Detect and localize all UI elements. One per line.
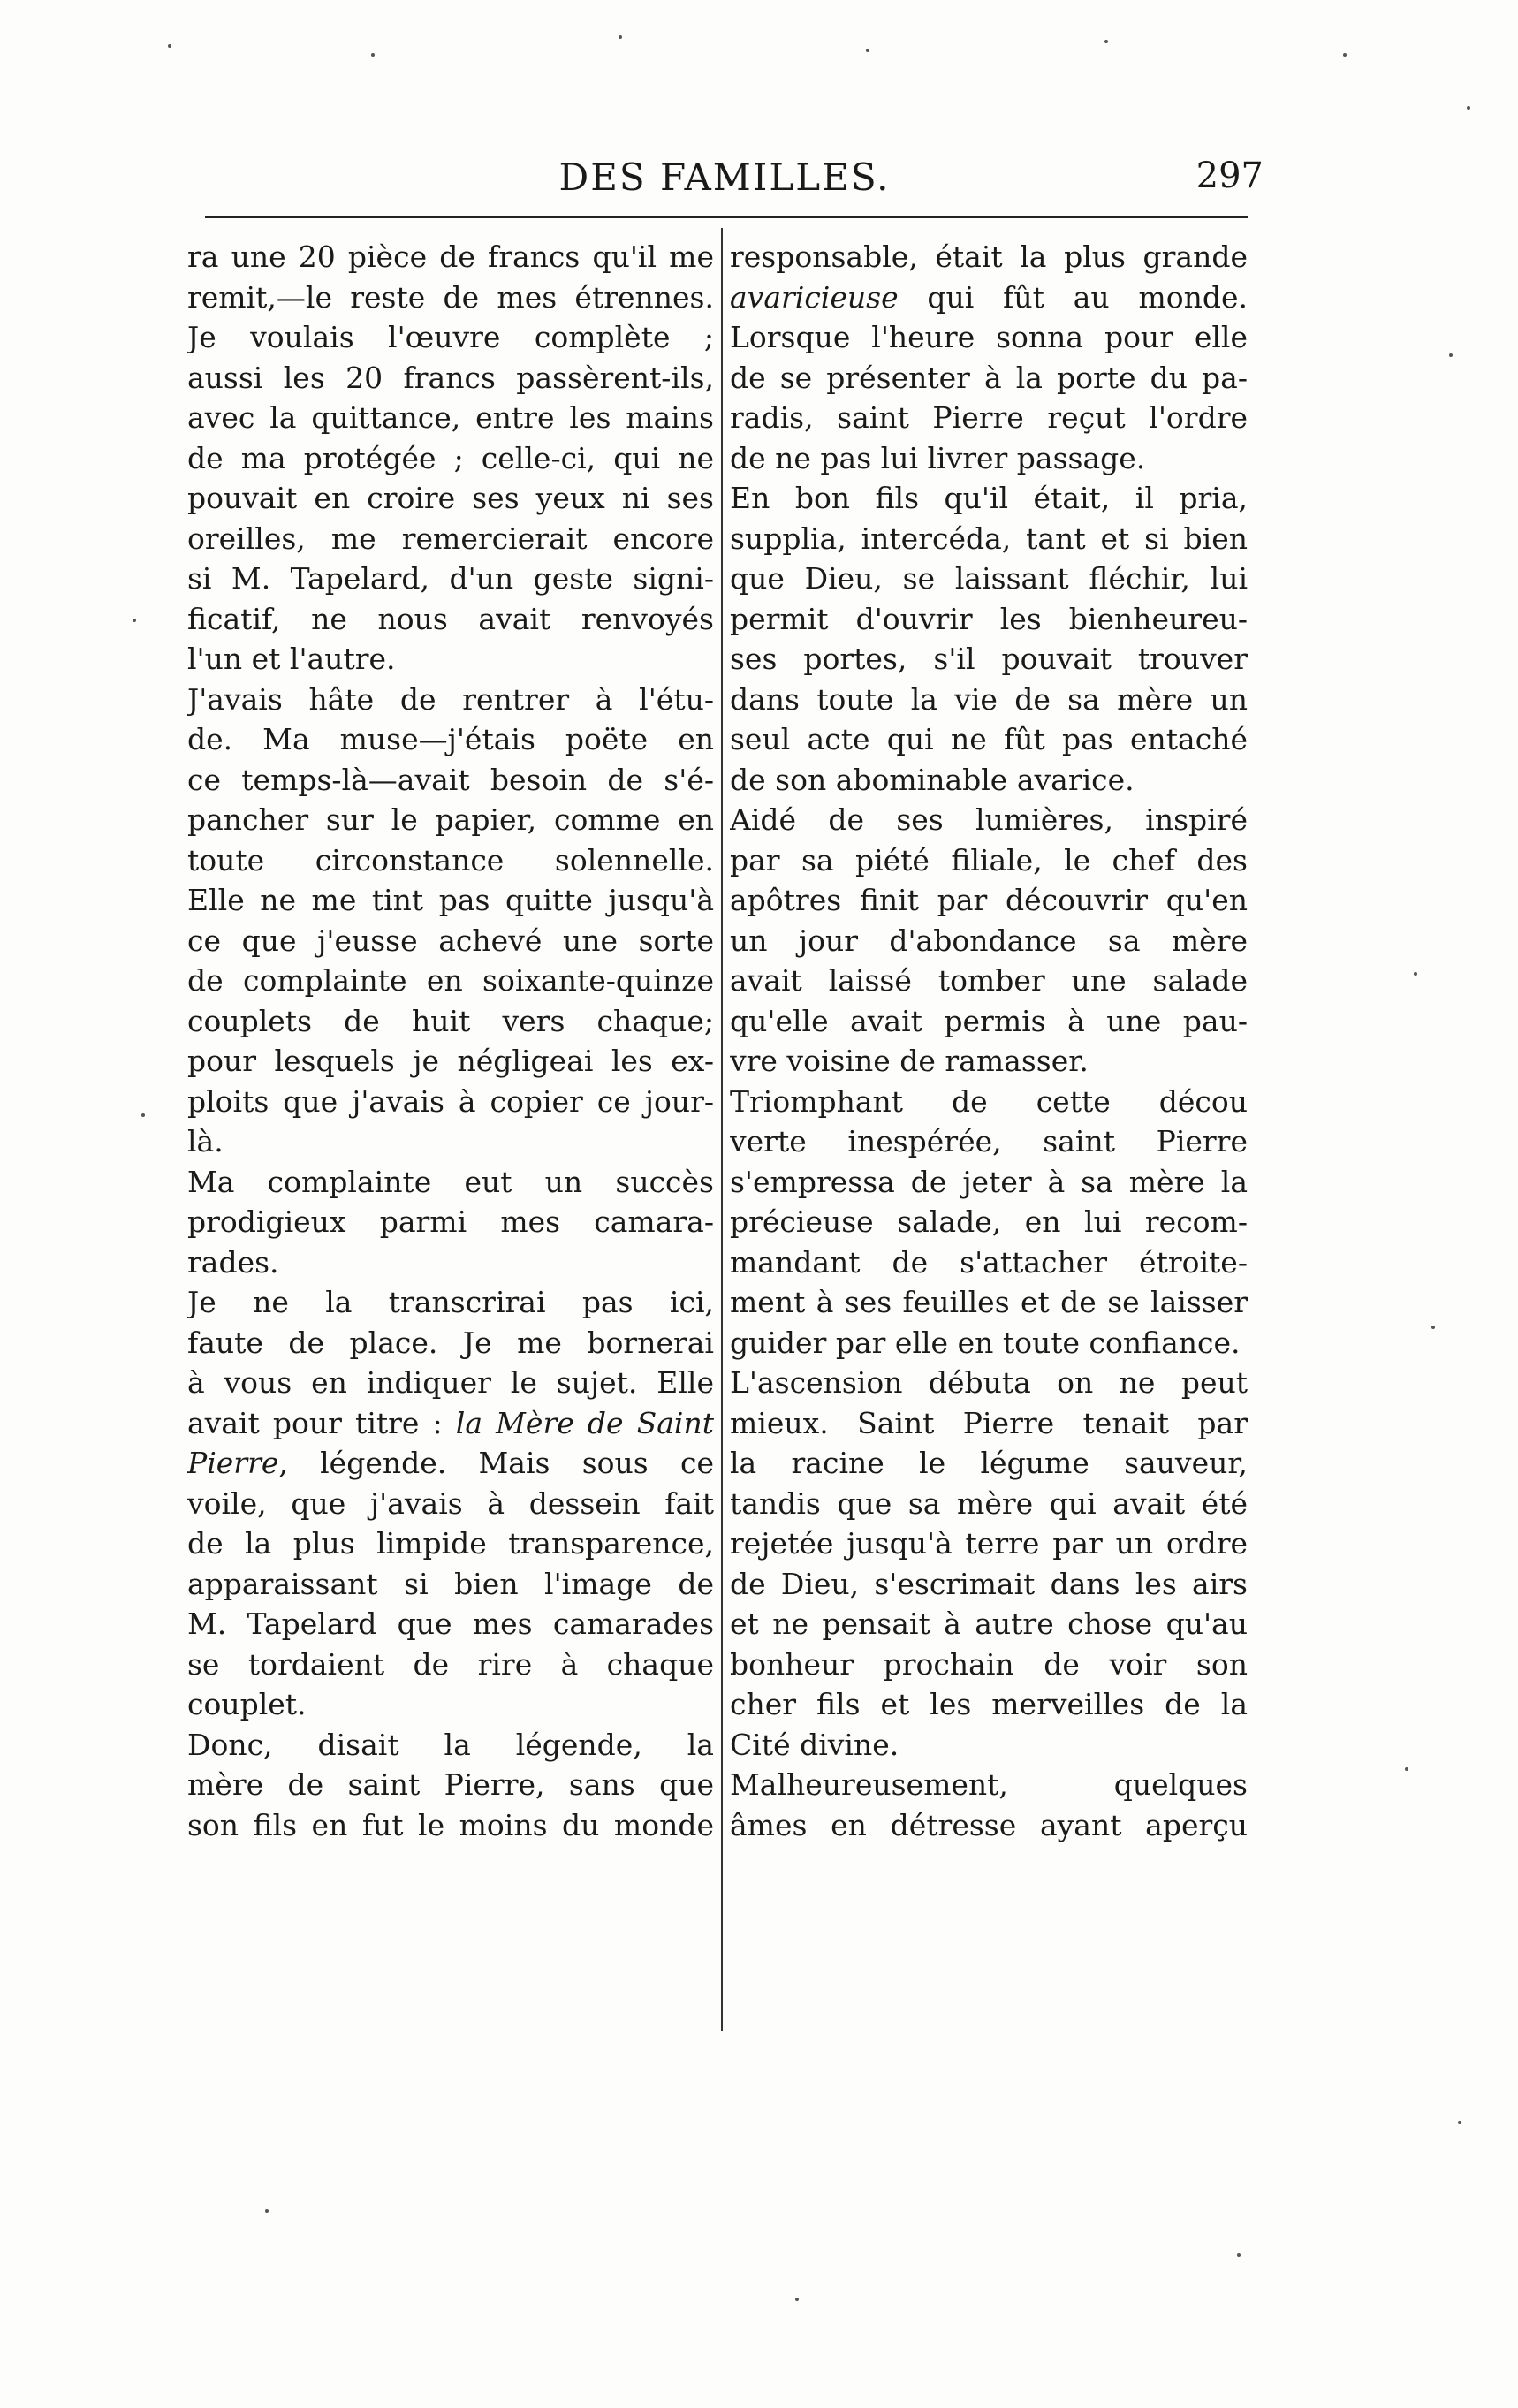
text-line: [187, 599, 714, 640]
scan-speck: [1343, 53, 1347, 57]
line-text: ment à ses feuilles et de se laisser: [730, 1285, 1248, 1319]
line-text-after: , légende. Mais sous ce: [278, 1446, 714, 1480]
line-text: et ne pensait à autre chose qu'au: [730, 1607, 1248, 1641]
line-text: verte inespérée, saint Pierre: [730, 1124, 1248, 1158]
page-header: [186, 152, 1264, 205]
text-line: [730, 277, 1248, 318]
text-line: [187, 1041, 714, 1082]
line-text: de complainte en soixante-quinze: [187, 963, 714, 998]
line-text: pour lesquels je négligeai les ex-: [187, 1044, 714, 1078]
text-line: [730, 1684, 1248, 1725]
line-text: Cité divine.: [730, 1727, 899, 1762]
text-line: [730, 1363, 1248, 1403]
line-text: s'empressa de jeter à sa mère la: [730, 1164, 1248, 1199]
line-text: que Dieu, se laissant fléchir, lui: [730, 561, 1248, 596]
line-text: aussi les 20 francs passèrent-ils,: [187, 360, 714, 395]
line-text: là.: [187, 1124, 224, 1158]
line-text: pancher sur le papier, comme en: [187, 802, 714, 837]
scan-speck: [1458, 2121, 1461, 2124]
scan-speck: [1405, 1767, 1408, 1771]
line-text: Lorsque l'heure sonna pour elle: [730, 320, 1248, 354]
line-text: à vous en indiquer le sujet. Elle: [187, 1365, 714, 1400]
line-text: Ma complainte eut un succès: [187, 1164, 714, 1199]
text-line: [187, 398, 714, 438]
text-line: [187, 719, 714, 760]
line-text: de ma protégée ; celle-ci, qui ne: [187, 440, 714, 475]
text-line: [730, 1805, 1248, 1846]
line-text: Aidé de ses lumières, inspiré: [730, 802, 1248, 837]
text-line: [730, 1403, 1248, 1444]
text-line: [187, 1805, 714, 1846]
text-line: [730, 317, 1248, 358]
text-line: [730, 1041, 1248, 1082]
italic-text: Pierre: [187, 1446, 279, 1480]
text-line: [730, 639, 1248, 680]
text-line: [187, 558, 714, 599]
text-line: [730, 1001, 1248, 1042]
text-line: [730, 358, 1248, 399]
scan-speck: [141, 1113, 145, 1117]
line-text: remit,—le reste de mes étrennes.: [187, 279, 714, 315]
line-text: par sa piété filiale, le chef des: [730, 842, 1248, 877]
line-text: couplet.: [187, 1687, 307, 1721]
text-line: [187, 438, 714, 479]
text-line: [730, 1604, 1248, 1645]
line-text: de la plus limpide transparence,: [187, 1526, 714, 1561]
line-text: de Dieu, s'escrimait dans les airs: [730, 1566, 1248, 1601]
text-line: [187, 880, 714, 921]
line-text: responsable, était la plus grande: [730, 239, 1248, 274]
text-line: [187, 1725, 714, 1766]
line-text: de se présenter à la porte du pa-: [730, 360, 1248, 395]
right-column: [730, 237, 1248, 1845]
line-text: âmes en détresse ayant aperçu: [730, 1807, 1248, 1842]
line-text: mieux. Saint Pierre tenait par: [730, 1405, 1248, 1440]
text-line: [187, 840, 714, 881]
text-line: [730, 1323, 1248, 1364]
text-line: [730, 719, 1248, 760]
line-text: M. Tapelard que mes camarades: [187, 1607, 714, 1641]
scan-speck: [1467, 106, 1470, 110]
text-line: [730, 800, 1248, 840]
line-text: prodigieux parmi mes camara-: [187, 1204, 714, 1239]
line-text: oreilles, me remercierait encore: [187, 520, 714, 556]
text-line: [187, 237, 714, 277]
line-text: toute circonstance solennelle.: [187, 842, 714, 877]
text-line: [730, 1523, 1248, 1564]
line-text: mandant de s'attacher étroite-: [730, 1244, 1248, 1280]
text-line: [187, 277, 714, 318]
text-line: [730, 519, 1248, 559]
line-text: tandis que sa mère qui avait été: [730, 1485, 1248, 1521]
text-line: [730, 921, 1248, 961]
line-text: Donc, disait la légende, la: [187, 1727, 714, 1762]
text-line: [730, 961, 1248, 1001]
text-line: [187, 1443, 714, 1484]
scan-speck: [1414, 972, 1417, 976]
text-line: [730, 1484, 1248, 1524]
line-text: permit d'ouvrir les bienheureu-: [730, 601, 1248, 636]
line-text: couplets de huit vers chaque;: [187, 1003, 714, 1038]
text-line: [730, 1564, 1248, 1605]
text-line: [187, 1484, 714, 1524]
line-text: de ne pas lui livrer passage.: [730, 440, 1146, 475]
scan-speck: [1431, 1326, 1435, 1329]
scan-speck: [619, 35, 622, 39]
line-text: Je voulais l'œuvre complète ;: [187, 320, 714, 354]
text-line: [187, 317, 714, 358]
left-column: [187, 237, 714, 1845]
text-line: [187, 961, 714, 1001]
text-line: [187, 639, 714, 680]
text-line: [730, 237, 1248, 277]
text-line: [187, 921, 714, 961]
text-line: [730, 760, 1248, 801]
line-text: rades.: [187, 1244, 279, 1280]
line-text: précieuse salade, en lui recom-: [730, 1204, 1248, 1239]
line-text: apôtres finit par découvrir qu'en: [730, 883, 1248, 917]
line-text: J'avais hâte de rentrer à l'étu-: [187, 681, 714, 717]
text-line: [187, 519, 714, 559]
text-line: [187, 1001, 714, 1042]
text-line: [730, 1202, 1248, 1242]
line-text: cher fils et les merveilles de la: [730, 1687, 1248, 1721]
text-line: [730, 599, 1248, 640]
line-text: l'un et l'autre.: [187, 642, 396, 676]
line-text: ficatif, ne nous avait renvoyés: [187, 601, 714, 636]
line-text: ra une 20 pièce de francs qu'il me: [187, 239, 714, 274]
text-line: [730, 558, 1248, 599]
scan-speck: [795, 2298, 799, 2301]
line-text: avec la quittance, entre les mains: [187, 400, 714, 435]
text-line: [187, 1363, 714, 1403]
text-line: [187, 1323, 714, 1364]
line-text: guider par elle en toute confiance.: [730, 1325, 1241, 1360]
line-text: seul acte qui ne fût pas entaché: [730, 722, 1248, 756]
line-text: rejetée jusqu'à terre par un ordre: [730, 1526, 1248, 1561]
scan-speck: [133, 619, 136, 622]
line-text: Malheureusement, quelques: [730, 1767, 1248, 1802]
scan-speck: [1237, 2253, 1241, 2257]
text-line: [187, 1645, 714, 1685]
line-text: mère de saint Pierre, sans que: [187, 1767, 714, 1802]
running-title: DES FAMILLES.: [558, 156, 891, 199]
line-text: dans toute la vie de sa mère un: [730, 681, 1248, 717]
line-text: si M. Tapelard, d'un geste signi-: [187, 561, 714, 596]
line-text: radis, saint Pierre reçut l'ordre: [730, 400, 1248, 435]
text-line: [187, 1523, 714, 1564]
text-line: [730, 680, 1248, 720]
line-text: qu'elle avait permis à une pau-: [730, 1003, 1248, 1038]
text-line: [730, 1765, 1248, 1805]
line-text: Triomphant de cette décou: [730, 1083, 1248, 1119]
header-rule: [205, 216, 1248, 218]
text-line: [187, 1082, 714, 1122]
line-text: Je ne la transcrirai pas ici,: [187, 1285, 714, 1319]
text-line: [187, 478, 714, 519]
line-text: pouvait en croire ses yeux ni ses: [187, 481, 714, 515]
page-number: 297: [1195, 156, 1264, 196]
text-line: [187, 1162, 714, 1203]
text-line: [187, 1604, 714, 1645]
line-text: ses portes, s'il pouvait trouver: [730, 642, 1248, 676]
line-text: vre voisine de ramasser.: [730, 1044, 1089, 1078]
text-line: [730, 438, 1248, 479]
text-line: [730, 1725, 1248, 1766]
line-text: En bon fils qu'il était, il pria,: [730, 481, 1248, 515]
column-divider: [721, 228, 723, 2031]
italic-text: la Mère de Saint: [455, 1405, 714, 1440]
text-line: [187, 1403, 714, 1444]
line-text: un jour d'abondance sa mère: [730, 923, 1248, 958]
text-line: [730, 478, 1248, 519]
text-line: [730, 1121, 1248, 1162]
text-line: [187, 800, 714, 840]
text-line: [730, 1645, 1248, 1685]
line-text: avait laissé tomber une salade: [730, 963, 1248, 998]
text-line: [187, 680, 714, 720]
text-line: [187, 1564, 714, 1605]
text-line: [187, 760, 714, 801]
text-line: [730, 1082, 1248, 1122]
line-text: son fils en fut le moins du monde: [187, 1807, 714, 1842]
line-text: L'ascension débuta on ne peut: [730, 1365, 1248, 1400]
text-line: [730, 1162, 1248, 1203]
italic-text: avaricieuse: [730, 279, 899, 315]
line-text: de. Ma muse—j'étais poëte en: [187, 722, 714, 756]
line-text: faute de place. Je me bornerai: [187, 1325, 714, 1360]
line-text: bonheur prochain de voir son: [730, 1646, 1248, 1682]
scan-speck: [168, 44, 171, 48]
text-line: [730, 840, 1248, 881]
text-line: [187, 1202, 714, 1242]
text-line: [187, 1242, 714, 1283]
line-text: avait pour titre :: [187, 1405, 456, 1440]
text-line: [730, 398, 1248, 438]
scan-speck: [265, 2209, 269, 2213]
scan-speck: [371, 53, 375, 57]
text-line: [187, 1684, 714, 1725]
line-text: ce temps-là—avait besoin de s'é-: [187, 762, 714, 797]
text-line: [187, 1765, 714, 1805]
line-text: voile, que j'avais à dessein fait: [187, 1485, 714, 1521]
line-text: se tordaient de rire à chaque: [187, 1646, 714, 1682]
line-text: ploits que j'avais à copier ce jour-: [187, 1083, 714, 1119]
text-line: [187, 1282, 714, 1323]
text-line: [730, 1242, 1248, 1283]
line-text: apparaissant si bien l'image de: [187, 1566, 714, 1601]
line-text: la racine le légume sauveur,: [730, 1446, 1248, 1480]
text-line: [187, 358, 714, 399]
line-text: Elle ne me tint pas quitte jusqu'à: [187, 883, 714, 917]
text-line: [730, 1282, 1248, 1323]
scan-speck: [1104, 40, 1108, 43]
scan-speck: [866, 49, 869, 52]
line-text: ce que j'eusse achevé une sorte: [187, 923, 714, 958]
scan-speck: [1449, 353, 1453, 357]
line-text-after: qui fût au monde.: [898, 279, 1248, 315]
line-text: de son abominable avarice.: [730, 762, 1135, 797]
text-line: [730, 880, 1248, 921]
text-line: [730, 1443, 1248, 1484]
line-text: supplia, intercéda, tant et si bien: [730, 520, 1248, 556]
text-line: [187, 1121, 714, 1162]
